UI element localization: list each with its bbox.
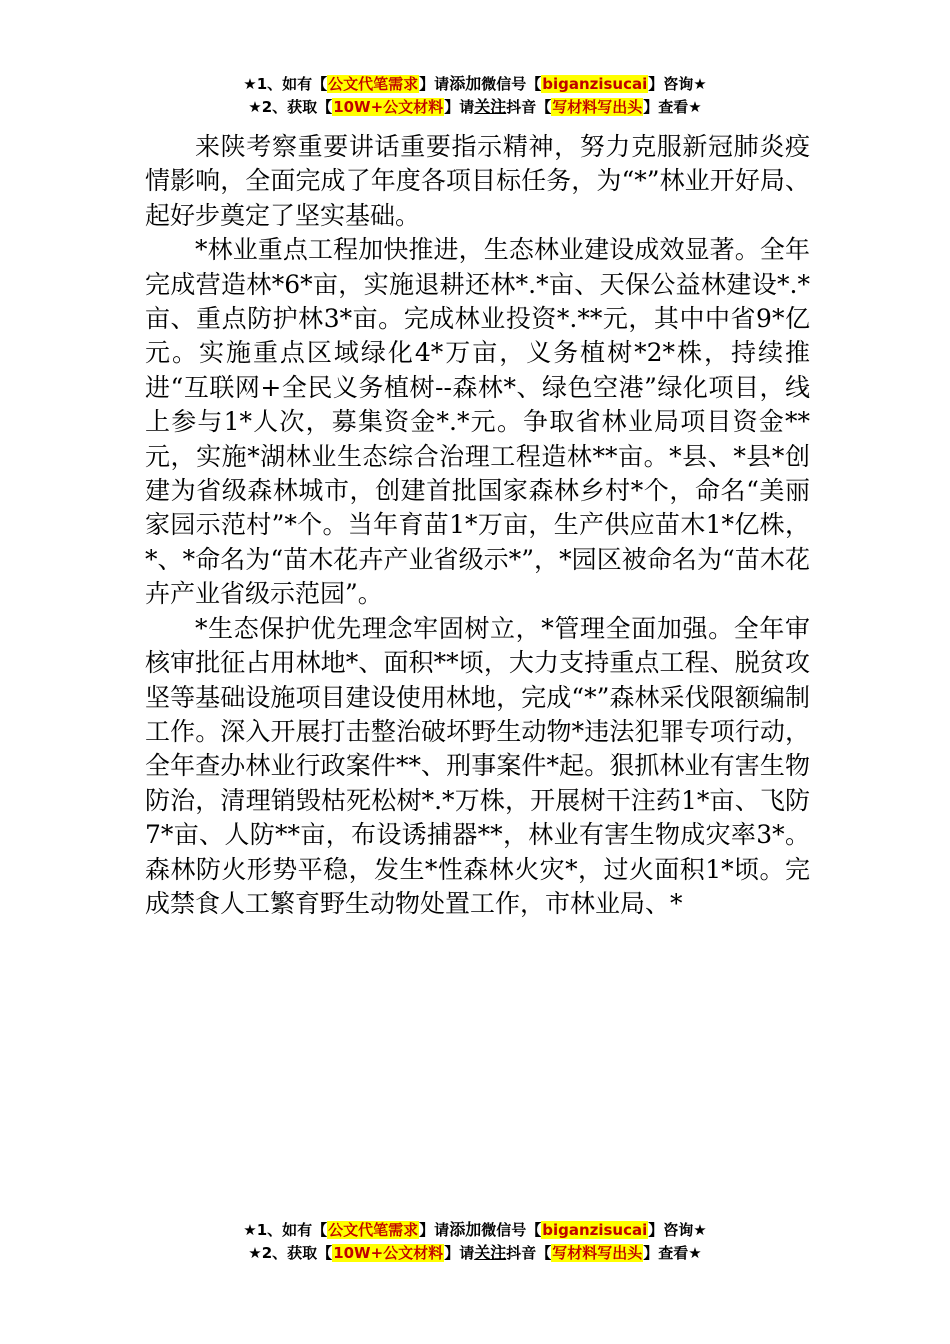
banner-text: 微信号【	[481, 1221, 542, 1239]
header-banner	[0, 72, 950, 118]
document-body	[145, 130, 810, 921]
banner-text: 抖音【	[506, 1244, 552, 1262]
banner-text: 】咨询★	[648, 75, 707, 93]
banner-text: ★2、获取【	[248, 1244, 333, 1262]
paragraph-3: *生态保护优先理念牢固树立，*管理全面加强。全年审核审批征占用林地*、面积**顷，大力支持重点工程、脱贫攻坚等基础设施项目建设使用林地，完成“*”森林采伐限额编制工作。深入开展打击整治破坏野生动物*违法犯罪专项行动，全年查办林业行政案件**、刑事案件*起。狠抓林业有害生物防治，清理销毁枯死松树*.*万株，开展树干注药1*亩、飞防7*亩、人防**亩，布设诱捕器**，林业有害生物成灾率3*。森林防火形势平稳，发生*性森林火灾*，过火面积1*顷。完成禁食人工繁育野生动物处置工作，市林业局、*	[145, 613, 810, 918]
banner-text: 微信号【	[481, 75, 542, 93]
banner-emphasis: 关注	[474, 97, 507, 116]
highlight-materials: 10W+公文材料	[333, 1244, 444, 1262]
banner-emphasis: 关注	[474, 1243, 507, 1262]
banner-text: 】请	[419, 75, 450, 93]
highlight-douyin: 写材料写出头	[552, 1244, 643, 1262]
banner-text: 】查看★	[643, 1244, 702, 1262]
banner-line-2	[0, 95, 950, 118]
banner-text: 】查看★	[643, 98, 702, 116]
banner-text: 】请	[444, 98, 475, 116]
paragraph-1: 来陕考察重要讲话重要指示精神，努力克服新冠肺炎疫情影响，全面完成了年度各项目标任务，为“*”林业开好局、起好步奠定了坚实基础。	[145, 132, 810, 230]
highlight-douyin: 写材料写出头	[552, 98, 643, 116]
banner-text: ★2、获取【	[248, 98, 333, 116]
banner-text: 抖音【	[506, 98, 552, 116]
paragraph-2: *林业重点工程加快推进，生态林业建设成效显著。全年完成营造林*6*亩，实施退耕还林*.*亩、天保公益林建设*.*亩、重点防护林3*亩。完成林业投资*.**元，其中中省9*亿元。实施重点区域绿化4*万亩，义务植树*2*株，持续推进“互联网+全民义务植树--森林*、绿色空港”绿化项目，线上参与1*人次，募集资金*.*元。争取省林业局项目资金**元，实施*湖林业生态综合治理工程造林**亩。*县、*县*创建为省级森林城市，创建首批国家森林乡村*个，命名“美丽家园示范村”*个。当年育苗1*万亩，生产供应苗木1*亿株，*、*命名为“苗木花卉产业省级示*”，*园区被命名为“苗木花卉产业省级示范园”。	[145, 235, 810, 609]
banner-emphasis: 添加	[449, 1220, 482, 1239]
highlight-wechat-id: biganzisucai	[542, 75, 648, 93]
banner-line-1	[0, 1218, 950, 1241]
banner-line-1	[0, 72, 950, 95]
banner-text: ★1、如有【	[243, 1221, 328, 1239]
highlight-service: 公文代笔需求	[328, 1221, 419, 1239]
highlight-materials: 10W+公文材料	[333, 98, 444, 116]
banner-text: 】请	[419, 1221, 450, 1239]
banner-text: ★1、如有【	[243, 75, 328, 93]
banner-text: 】请	[444, 1244, 475, 1262]
banner-text: 】咨询★	[648, 1221, 707, 1239]
banner-line-2	[0, 1241, 950, 1264]
footer-banner	[0, 1218, 950, 1264]
banner-emphasis: 添加	[449, 74, 482, 93]
highlight-service: 公文代笔需求	[328, 75, 419, 93]
highlight-wechat-id: biganzisucai	[542, 1221, 648, 1239]
